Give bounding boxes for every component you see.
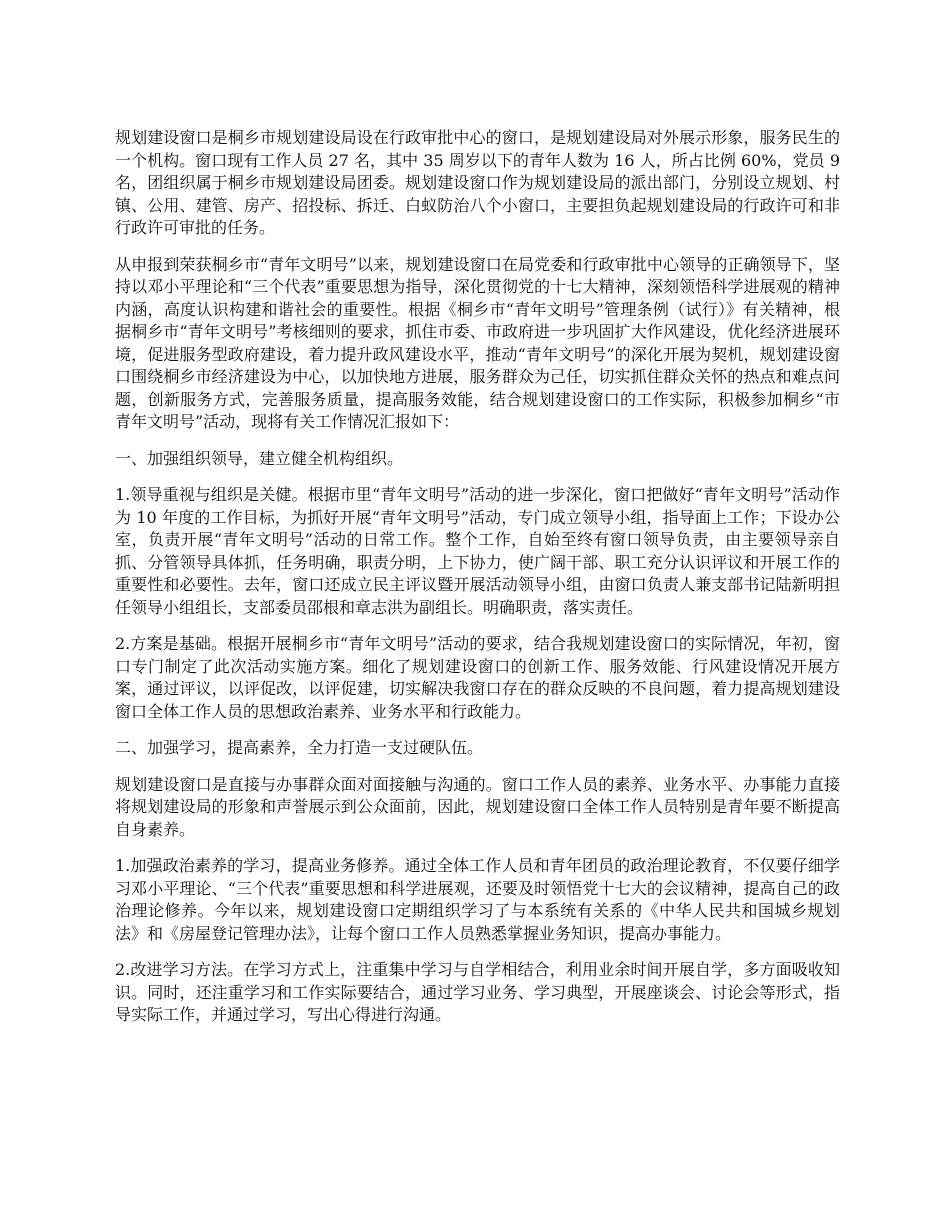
paragraph-1-1: 1.领导重视与组织是关健。根据市里“青年文明号”活动的进一步深化，窗口把做好“青年文明号”活动作为 10 年度的工作目标，为抓好开展“青年文明号”活动，专门成立领导小组，指导面上工作；下设办公室，负责开展“青年文明号”活动的日常工作。整个工作，自始至终有窗口领导负责，由主要领导亲自抓、分管领导具体抓，任务明确，职责分明，上下协力，使广阔干部、职工充分认识评议和开展工作的重要性和必要性。去年，窗口还成立民主评议暨开展活动领导小组，由窗口负责人兼支部书记陆新明担任领导小组组长，支部委员邵根和章志洪为副组长。明确职责，落实责任。 [115,485,840,617]
paragraph-1-2: 2.方案是基础。根据开展桐乡市“青年文明号”活动的要求，结合我规划建设窗口的实际情况，年初，窗口专门制定了此次活动实施方案。细化了规划建设窗口的创新工作、服务效能、行风建设情况开展方案，通过评议，以评促改，以评促建，切实解决我窗口存在的群众反映的不良问题，着力提高规划建设窗口全体工作人员的思想政治素养、业务水平和行政能力。 [115,634,840,721]
paragraph-2-2: 2.改进学习方法。在学习方式上，注重集中学习与自学相结合，利用业余时间开展自学，多方面吸收知识。同时，还注重学习和工作实际要结合，通过学习业务、学习典型，开展座谈会、讨论会等形式，指导实际工作，并通过学习，写出心得进行沟通。 [115,960,840,1024]
paragraph-intro: 规划建设窗口是桐乡市规划建设局设在行政审批中心的窗口，是规划建设局对外展示形象，服务民生的一个机构。窗口现有工作人员 27 名，其中 35 周岁以下的青年人数为 16 人，所占比例 60%，党员 9 名，团组织属于桐乡市规划建设局团委。规划建设窗口作为规划建设局的派出部门，分别设立规划、村镇、公用、建管、房产、招投标、拆迁、白蚁防治八个小窗口，主要担负起规划建设局的行政许可和非行政许可审批的任务。 [115,128,840,237]
paragraph-2-1: 1.加强政治素养的学习，提高业务修养。通过全体工作人员和青年团员的政治理论教育，不仅要仔细学习邓小平理论、“三个代表”重要思想和科学进展观，还要及时领悟党十七大的会议精神，提高自己的政治理论修养。今年以来，规划建设窗口定期组织学习了与本系统有关系的《中华人民共和国城乡规划法》和《房屋登记管理办法》，让每个窗口工作人员熟悉掌握业务知识，提高办事能力。 [115,856,840,943]
document-body [115,127,840,1041]
section-heading-1: 一、加强组织领导，建立健全机构组织。 [115,448,404,468]
paragraph-2-intro: 规划建设窗口是直接与办事群众面对面接触与沟通的。窗口工作人员的素养、业务水平、办事能力直接将规划建设局的形象和声誉展示到公众面前，因此，规划建设窗口全体工作人员特别是青年要不断提高自身素养。 [115,774,840,839]
section-heading-2: 二、加强学习，提高素养，全力打造一支过硬队伍。 [115,738,484,757]
paragraph-background: 从申报到荣获桐乡市“青年文明号”以来，规划建设窗口在局党委和行政审批中心领导的正确领导下，坚持以邓小平理论和“三个代表”重要思想为指导，深化贯彻党的十七大精神，深刻领悟科学进展观的精神内涵，高度认识构建和谐社会的重要性。根据《桐乡市“青年文明号”管理条例（试行）》有关精神，根据桐乡市“青年文明号”考核细则的要求，抓住市委、市政府进一步巩固扩大作风建设，优化经济进展环境，促进服务型政府建设，着力提升政风建设水平，推动“青年文明号”的深化开展为契机，规划建设窗口围绕桐乡市经济建设为中心，以加快地方进展，服务群众为己任，切实抓住群众关怀的热点和难点问题，创新服务方式，完善服务质量，提高服务效能，结合规划建设窗口的工作实际，积极参加桐乡“市青年文明号”活动，现将有关工作情况汇报如下： [115,254,840,431]
